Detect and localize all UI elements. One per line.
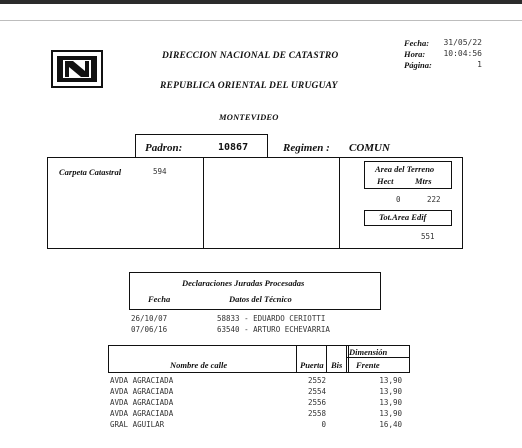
calle-row-5-frente: 16,40 xyxy=(379,420,402,429)
dimension-divider xyxy=(347,357,409,358)
regimen-value: COMUN xyxy=(349,142,390,154)
declaraciones-col-tecnico: Datos del Técnico xyxy=(229,294,292,304)
decl-row-2-fecha: 07/06/16 xyxy=(131,325,168,334)
calle-row-2-nombre: AVDA AGRACIADA xyxy=(110,387,174,396)
calles-divider-bis xyxy=(326,345,327,372)
hect-label: Hect xyxy=(377,176,394,186)
calle-row-5-nombre: GRAL AGUILAR xyxy=(110,420,165,429)
calle-row-4-puerta: 2558 xyxy=(307,409,326,418)
calle-row-3-puerta: 2556 xyxy=(307,398,326,407)
carpeta-value: 594 xyxy=(153,167,167,176)
pagina-value: 1 xyxy=(477,60,482,69)
decl-row-1-tecnico: 58833 - EDUARDO CERIOTTI xyxy=(217,314,326,323)
calle-row-2-puerta: 2554 xyxy=(307,387,326,396)
declaraciones-col-fecha: Fecha xyxy=(148,294,171,304)
fecha-label: Fecha: xyxy=(404,38,430,48)
tot-area-label: Tot.Area Edif xyxy=(379,212,427,222)
padron-value: 10867 xyxy=(218,142,249,153)
regimen-label: Regimen : xyxy=(283,142,330,154)
decl-row-1-fecha: 26/10/07 xyxy=(131,314,168,323)
calle-row-4-nombre: AVDA AGRACIADA xyxy=(110,409,174,418)
fecha-value: 31/05/22 xyxy=(443,38,482,47)
calles-col-puerta: Puerta xyxy=(300,360,324,370)
calles-divider-puerta xyxy=(296,345,297,372)
calle-row-3-frente: 13,90 xyxy=(379,398,402,407)
tot-area-value: 551 xyxy=(421,232,435,241)
calle-row-1-puerta: 2552 xyxy=(307,376,326,385)
top-divider xyxy=(0,20,522,21)
hora-label: Hora: xyxy=(404,49,426,59)
hora-value: 10:04:56 xyxy=(443,49,482,58)
hect-value: 0 xyxy=(396,195,401,204)
calle-row-1-frente: 13,90 xyxy=(379,376,402,385)
header-line-3: MONTEVIDEO xyxy=(219,112,279,122)
calle-row-5-puerta: 0 xyxy=(321,420,326,429)
calle-row-4-frente: 13,90 xyxy=(379,409,402,418)
info-divider-2 xyxy=(339,157,340,248)
info-divider-1 xyxy=(203,157,204,248)
mtrs-label: Mtrs xyxy=(415,176,432,186)
header-line-1: DIRECCION NACIONAL DE CATASTRO xyxy=(162,51,339,61)
area-terreno-title: Area del Terreno xyxy=(375,164,435,174)
header-line-2: REPUBLICA ORIENTAL DEL URUGUAY xyxy=(160,81,338,91)
calle-row-1-nombre: AVDA AGRACIADA xyxy=(110,376,174,385)
catastro-logo-icon xyxy=(51,50,103,88)
declaraciones-title: Declaraciones Juradas Procesadas xyxy=(182,278,305,288)
calle-row-3-nombre: AVDA AGRACIADA xyxy=(110,398,174,407)
carpeta-label: Carpeta Catastral xyxy=(59,167,122,177)
calles-col-dimension: Dimensión xyxy=(349,347,388,357)
padron-label: Padron: xyxy=(145,142,183,154)
mtrs-value: 222 xyxy=(427,195,441,204)
calles-col-frente: Frente xyxy=(356,360,380,370)
calles-col-nombre: Nombre de calle xyxy=(170,360,228,370)
calles-col-bis: Bis xyxy=(331,360,343,370)
calle-row-2-frente: 13,90 xyxy=(379,387,402,396)
pagina-label: Página: xyxy=(404,60,432,70)
top-border xyxy=(0,0,522,4)
decl-row-2-tecnico: 63540 - ARTURO ECHEVARRIA xyxy=(217,325,330,334)
